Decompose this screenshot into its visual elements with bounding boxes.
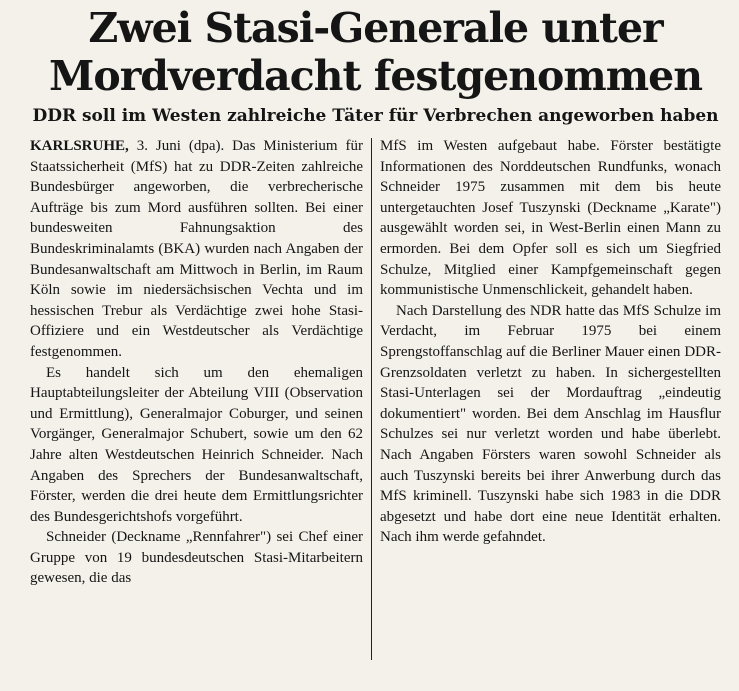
dateline: KARLSRUHE,	[30, 138, 129, 154]
column-divider	[371, 138, 372, 660]
headline	[30, 4, 721, 100]
paragraph-2: Es handelt sich um den ehemaligen Hauptabteilungsleiter der Abteilung VIII (Observation und Ermittlung), Generalmajor Coburger, und seinen Vorgänger, Generalmajor Schubert, sowie um den 62 Jahre alten Westdeutschen Heinrich Schneider. Nach Angaben des Sprechers der Bundesanwaltschaft, Förster, werden die drei heute dem Ermittlungsrichter des Bundesgerichtshofs vorgeführt.	[30, 364, 363, 525]
article-columns	[30, 136, 721, 660]
headline-line-2: Mordverdacht festgenommen	[48, 52, 703, 100]
paragraph-4: MfS im Westen aufgebaut habe. Förster bestätigte Informationen des Norddeutschen Rundfunks, wonach Schneider 1975 zusammen mit dem bis heute untergetauchten Josef Tuszynski (Deckname „Karate") ausgewählt worden sei, in West-Berlin einen Mann zu ermorden. Bei dem Opfer soll es sich um Siegfried Schulze, Mitglied einer Kampfgemeinschaft gegen kommunistische Unmenschlickeit, gehandelt haben.	[380, 138, 721, 299]
paragraph-1-text: 3. Juni (dpa). Das Ministerium für Staatssicherheit (MfS) hat zu DDR-Zeiten zahlreiche Bundesbürger angeworben, die verbrecherische Aufträge bis zum Mord ausführen sollten. Bei einer bundesweiten Fahnungsaktion des Bundeskriminalamts (BKA) wurden nach Angaben der Bundesanwaltschaft am Mittwoch in Berlin, im Raum Köln sowie im niedersächsischen Vechta und im hessischen Trebur als Verdächtige zwei hohe Stasi-Offiziere und ein Westdeutscher als Verdächtige festgenommen.	[30, 138, 363, 360]
left-column	[30, 136, 371, 589]
subheadline: DDR soll im Westen zahlreiche Täter für Verbrechen angeworben haben	[32, 106, 719, 126]
headline-line-1: Zwei Stasi-Generale unter	[88, 4, 663, 52]
paragraph-5: Nach Darstellung des NDR hatte das MfS Schulze im Verdacht, im Februar 1975 bei einem Sprengstoffanschlag auf die Berliner Mauer einen DDR-Grenzsoldaten verletzt zu haben. In sichergestellten Stasi-Unterlagen sei der Mordauftrag „eindeutig dokumentiert" worden. Bei dem Anschlag im Hausflur Schulzes sei nur verletzt worden und habe überlebt. Nach Angaben Försters waren sowohl Schneider als auch Tuszynski bereits bei ihrer Anwerbung durch das MfS kriminell. Tuszynski habe sich 1983 in die DDR abgesetzt und habe dort eine neue Identität erhalten. Nach ihm werde gefahndet.	[380, 302, 721, 546]
right-column	[380, 136, 721, 548]
paragraph-1	[30, 136, 363, 363]
paragraph-3: Schneider (Deckname „Rennfahrer") sei Chef einer Gruppe von 19 bundesdeutschen Stasi-Mitarbeitern gewesen, die das	[30, 529, 363, 587]
